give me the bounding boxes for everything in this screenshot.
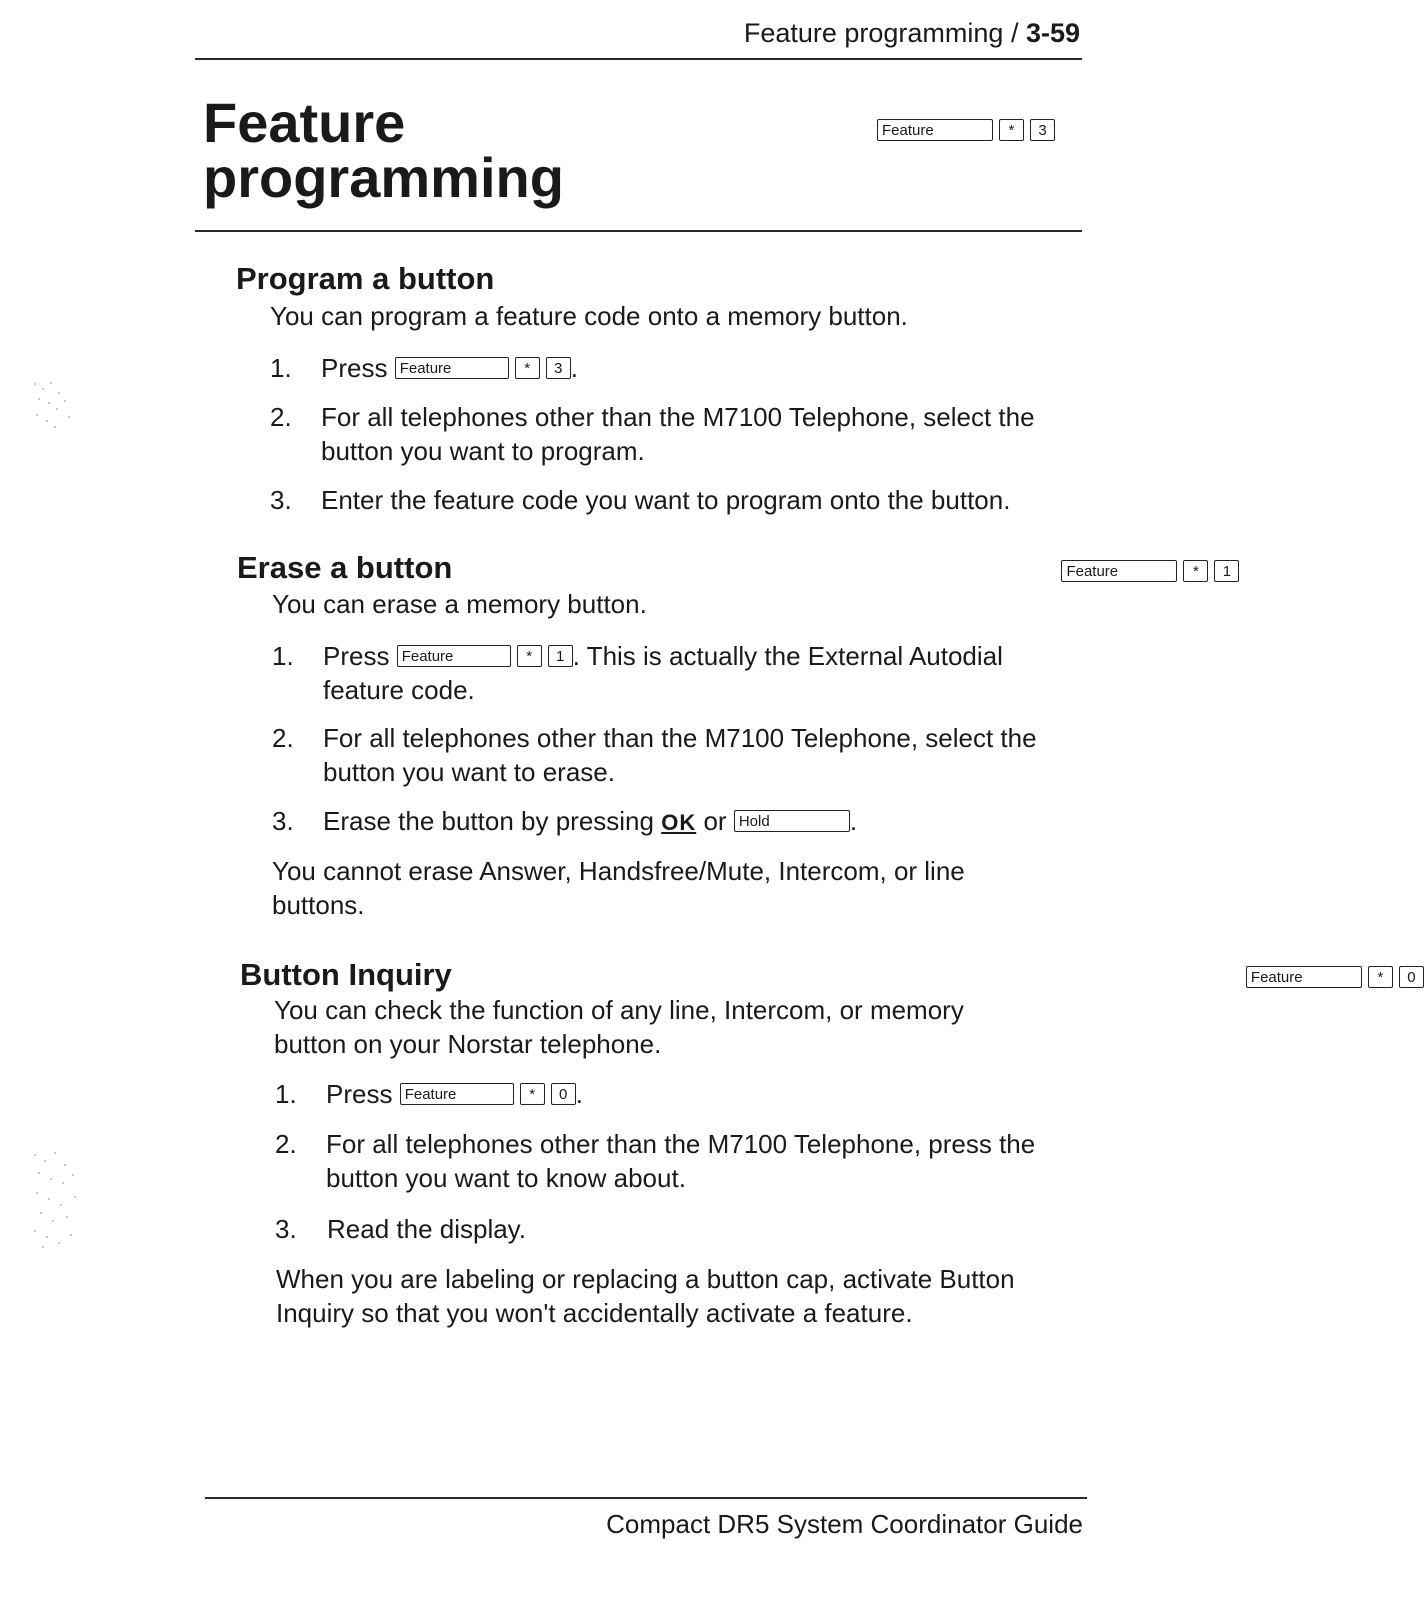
- erase-step-1-text: Press: [323, 641, 390, 671]
- program-step-3-text: Enter the feature code you want to program onto the button.: [321, 485, 1011, 515]
- feature-key: Feature: [397, 645, 511, 667]
- star-key: *: [515, 357, 540, 379]
- erase-step-1: [323, 639, 1073, 707]
- star-key: *: [520, 1083, 545, 1105]
- digit-key: 3: [1030, 119, 1055, 141]
- erase-heading: Erase a button: [237, 550, 453, 585]
- digit-key: 1: [548, 645, 573, 667]
- digit-key: 3: [546, 357, 571, 379]
- erase-intro: You can erase a memory button.: [272, 589, 647, 619]
- header-section: Feature programming /: [743, 18, 1026, 48]
- feature-key: Feature: [400, 1083, 514, 1105]
- star-key: *: [517, 645, 542, 667]
- ok-softkey-label: OK: [661, 810, 697, 835]
- page-title-line-1: Feature: [203, 91, 406, 154]
- erase-step-1-after: . This is actually the External Autodial feature code.: [323, 641, 1003, 705]
- inquiry-step-1: [326, 1077, 1066, 1111]
- digit-key: 0: [551, 1083, 576, 1105]
- erase-step-3: [323, 804, 1063, 840]
- footer-rule: [205, 1497, 1087, 1499]
- inquiry-step-2-text: For all telephones other than the M7100 Telephone, press the button you want to know about.: [326, 1129, 1036, 1193]
- inquiry-step-1-text: Press: [326, 1079, 393, 1109]
- feature-key: Feature: [395, 357, 509, 379]
- title-rule: [195, 230, 1082, 232]
- hold-key: Hold: [734, 810, 850, 832]
- page-title-line-2: programming: [203, 146, 564, 209]
- erase-step-1-number: 1.: [272, 641, 294, 671]
- erase-step-1-keys: [397, 645, 573, 667]
- inquiry-step-1-keys: [400, 1083, 576, 1105]
- page-number: 3-59: [1025, 18, 1080, 48]
- program-intro: You can program a feature code onto a memory button.: [270, 301, 908, 331]
- erase-step-2-text: For all telephones other than the M7100 Telephone, select the button you want to erase.: [323, 723, 1037, 787]
- feature-key: Feature: [1246, 966, 1362, 988]
- star-key: *: [999, 119, 1024, 141]
- footer-title: Compact DR5 System Coordinator Guide: [606, 1509, 1083, 1539]
- inquiry-heading-key-sequence: [1246, 966, 1424, 988]
- erase-step-3-mid: or: [703, 806, 727, 836]
- hold-key-sequence: [734, 810, 850, 832]
- scan-artifact-dots: [30, 380, 90, 430]
- feature-key: Feature: [1061, 560, 1177, 582]
- star-key: *: [1183, 560, 1208, 582]
- program-step-3-number: 3.: [270, 485, 292, 515]
- program-heading: Program a button: [236, 261, 495, 296]
- title-key-sequence: [877, 119, 1055, 141]
- program-step-1-keys: [395, 357, 571, 379]
- erase-step-3-number: 3.: [272, 806, 294, 836]
- program-step-1-number: 1.: [270, 353, 292, 383]
- digit-key: 0: [1399, 966, 1424, 988]
- erase-heading-key-sequence: [1061, 560, 1239, 582]
- inquiry-note: When you are labeling or replacing a button cap, activate Button Inquiry so that you won't accidentally activate a feature.: [276, 1264, 1015, 1328]
- feature-key: Feature: [877, 119, 993, 141]
- erase-note: You cannot erase Answer, Handsfree/Mute, Intercom, or line buttons.: [272, 856, 965, 920]
- inquiry-intro: You can check the function of any line, Intercom, or memory button on your Norstar telephone.: [274, 995, 964, 1059]
- running-header: [744, 18, 1080, 49]
- erase-step-3-text: Erase the button by pressing: [323, 806, 654, 836]
- inquiry-step-1-number: 1.: [275, 1079, 297, 1109]
- inquiry-step-1-after: .: [575, 1079, 583, 1109]
- inquiry-step-3-number: 3.: [275, 1214, 297, 1244]
- erase-step-3-after: .: [849, 806, 858, 836]
- erase-step-2-number: 2.: [272, 723, 294, 753]
- star-key: *: [1368, 966, 1393, 988]
- program-step-2-text: For all telephones other than the M7100 Telephone, select the button you want to program.: [321, 402, 1035, 466]
- program-step-1-after: .: [570, 353, 578, 383]
- program-step-1-text: Press: [321, 353, 388, 383]
- scan-artifact-dots: [30, 1150, 90, 1250]
- inquiry-heading: Button Inquiry: [240, 957, 452, 992]
- header-rule: [195, 58, 1082, 60]
- inquiry-step-3-text: Read the display.: [327, 1214, 526, 1244]
- program-step-2-number: 2.: [270, 402, 292, 432]
- inquiry-step-2-number: 2.: [275, 1129, 297, 1159]
- program-step-1: [321, 351, 1061, 385]
- digit-key: 1: [1214, 560, 1239, 582]
